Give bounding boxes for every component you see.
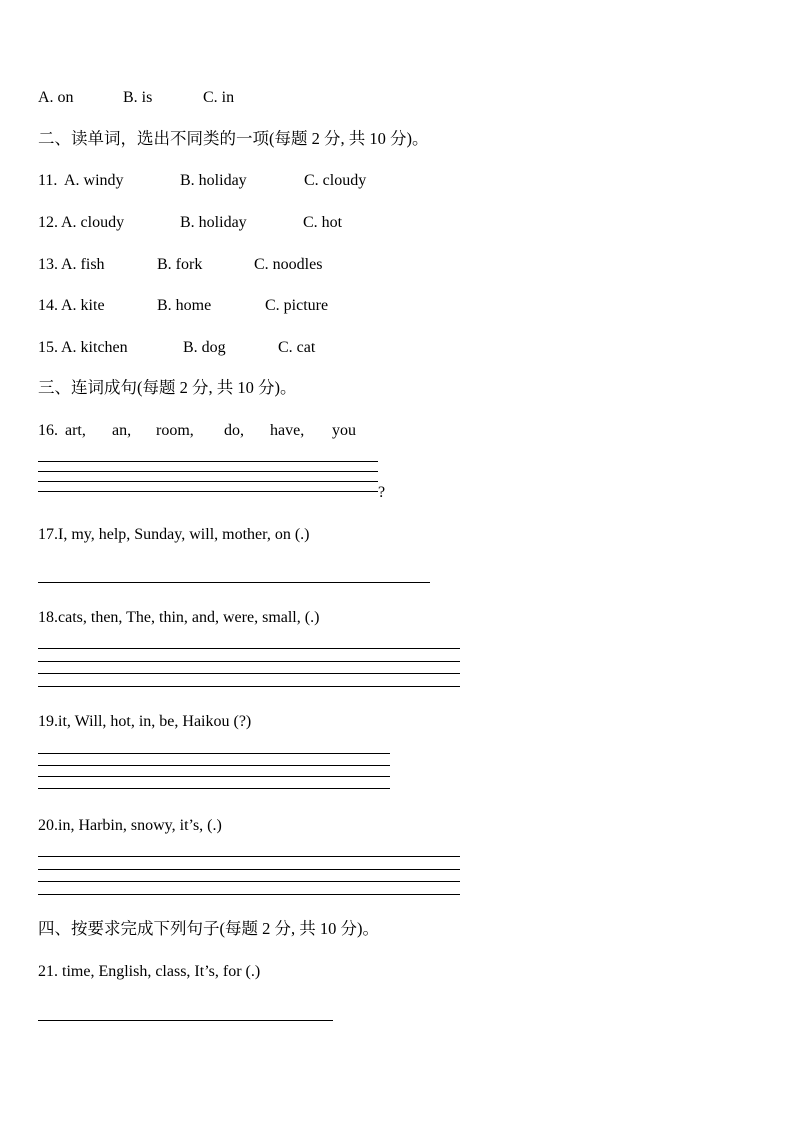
question-14 [38,296,328,316]
answer-line [38,776,390,777]
answer-line [38,686,460,687]
question-13 [38,255,322,275]
question-19: 19.it, Will, hot, in, be, Haikou (?) [38,713,252,730]
option-c: C. hot [303,214,343,231]
q10-options [38,88,234,108]
option-a: A. kite [61,297,105,314]
option-b: B. dog [183,339,226,356]
question-number: 12. [38,214,58,231]
answer-line [38,856,460,857]
option-b: B. holiday [180,214,247,231]
question-12 [38,213,342,233]
answer-line [38,582,430,583]
answer-line [38,491,378,492]
answer-line [38,894,460,895]
option-a: A. kitchen [61,339,128,356]
section4-heading: 四、按要求完成下列句子(每题 2 分, 共 10 分)。 [38,919,379,938]
section3-heading: 三、连词成句(每题 2 分, 共 10 分)。 [38,378,297,397]
answer-line [38,461,378,462]
option-b: B. holiday [180,172,247,189]
option-c: C. noodles [254,256,323,273]
answer-line [38,481,378,482]
question-number: 15. [38,339,58,356]
q10-option-b: B. is [123,89,153,106]
word: do, [224,422,244,439]
section2-heading: 二、读单词，选出不同类的一项(每题 2 分, 共 10 分)。 [38,129,429,148]
answer-line [38,869,460,870]
question-21: 21. time, English, class, It’s, for (.) [38,963,261,980]
question-16 [38,421,356,441]
option-b: B. fork [157,256,203,273]
word: have, [270,422,305,439]
question-number: 13. [38,256,58,273]
answer-line [38,753,390,754]
question-17: 17.I, my, help, Sunday, will, mother, on (.) [38,526,310,543]
question-20: 20.in, Harbin, snowy, it’s, (.) [38,817,222,834]
q10-option-a: A. on [38,89,74,106]
q10-option-c: C. in [203,89,235,106]
answer-line [38,765,390,766]
question-mark: ? [378,484,386,501]
option-c: C. cat [278,339,316,356]
question-11 [38,171,366,191]
answer-line [38,471,378,472]
option-a: A. windy [64,172,124,189]
question-number: 16. [38,422,58,439]
option-a: A. fish [61,256,105,273]
word: art, [65,422,86,439]
question-number: 14. [38,297,58,314]
answer-line [38,648,460,649]
question-number: 11. [38,172,58,189]
option-b: B. home [157,297,212,314]
question-18: 18.cats, then, The, thin, and, were, small, (.) [38,609,320,626]
answer-line [38,661,460,662]
answer-line [38,673,460,674]
question-15 [38,338,315,358]
word: room, [156,422,194,439]
answer-line [38,788,390,789]
option-a: A. cloudy [61,214,125,231]
answer-line [38,881,460,882]
option-c: C. picture [265,297,329,314]
option-c: C. cloudy [304,172,367,189]
word: an, [112,422,132,439]
word: you [332,422,356,439]
answer-line [38,1020,333,1021]
